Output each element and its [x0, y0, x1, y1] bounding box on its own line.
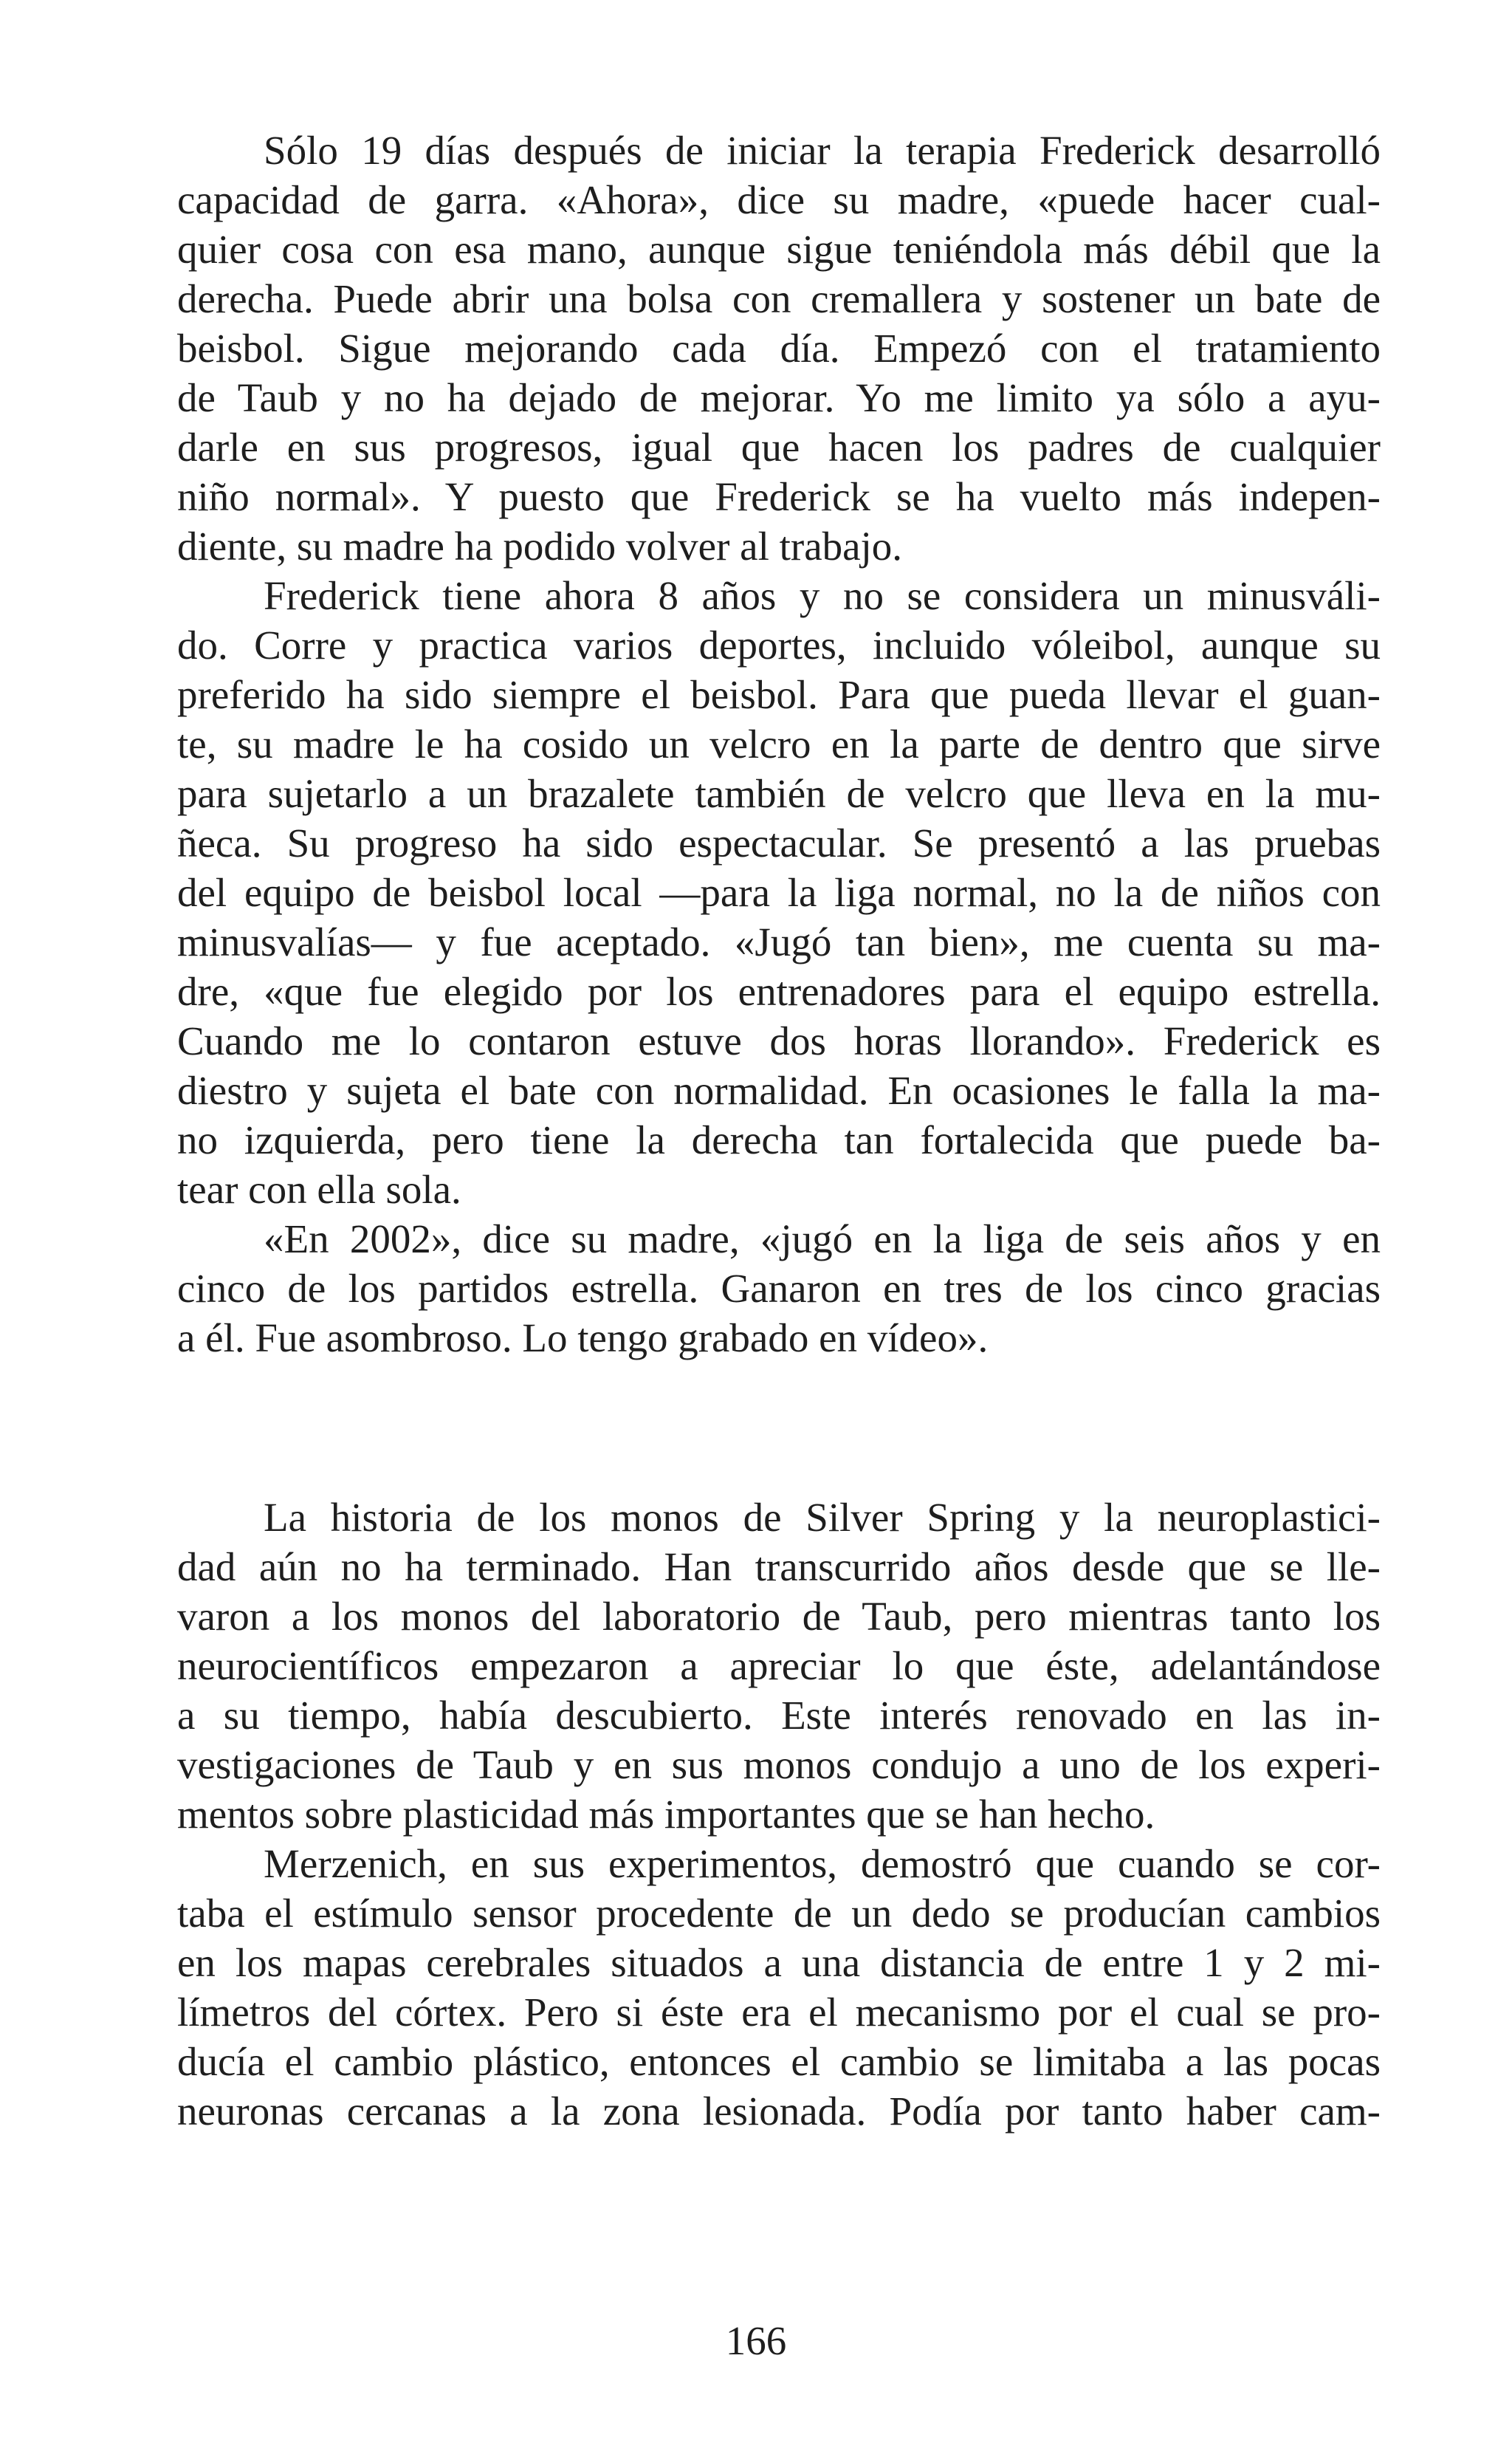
text-line: del equipo de beisbol local —para la liga normal, no la de niños con — [177, 870, 1381, 915]
text-line: «En 2002», dice su madre, «jugó en la liga de seis años y en — [264, 1216, 1381, 1261]
text-line: de Taub y no ha dejado de mejorar. Yo me limito ya sólo a ayu- — [177, 375, 1381, 420]
text-line: mentos sobre plasticidad más importantes que se han hecho. — [177, 1792, 1155, 1837]
text-line: Sólo 19 días después de iniciar la terapia Frederick desarrolló — [264, 128, 1381, 173]
text-line: La historia de los monos de Silver Spring y la neuroplastici- — [264, 1495, 1381, 1540]
text-line: diente, su madre ha podido volver al trabajo. — [177, 524, 903, 569]
text-line: ñeca. Su progreso ha sido espectacular. Se presentó a las pruebas — [177, 820, 1381, 866]
text-line: vestigaciones de Taub y en sus monos condujo a uno de los experi- — [177, 1742, 1381, 1787]
text-line: neurocientíficos empezaron a apreciar lo que éste, adelantándose — [177, 1643, 1381, 1688]
text-line: diestro y sujeta el bate con normalidad. En ocasiones le falla la ma- — [177, 1068, 1381, 1113]
text-line: Merzenich, en sus experimentos, demostró que cuando se cor- — [264, 1841, 1381, 1886]
text-line: no izquierda, pero tiene la derecha tan fortalecida que puede ba- — [177, 1117, 1381, 1162]
text-line: te, su madre le ha cosido un velcro en la parte de dentro que sirve — [177, 722, 1381, 767]
text-line: beisbol. Sigue mejorando cada día. Empezó con el tratamiento — [177, 326, 1381, 371]
text-line: darle en sus progresos, igual que hacen los padres de cualquier — [177, 425, 1381, 470]
text-line: Frederick tiene ahora 8 años y no se considera un minusváli- — [264, 573, 1381, 618]
text-line: do. Corre y practica varios deportes, incluido vóleibol, aunque su — [177, 623, 1381, 668]
text-line: dre, «que fue elegido por los entrenadores para el equipo estrella. — [177, 969, 1381, 1014]
text-line: cinco de los partidos estrella. Ganaron en tres de los cinco gracias — [177, 1266, 1381, 1311]
text-line: derecha. Puede abrir una bolsa con cremallera y sostener un bate de — [177, 276, 1381, 321]
text-line: preferido ha sido siempre el beisbol. Para que pueda llevar el guan- — [177, 672, 1381, 717]
text-line: dad aún no ha terminado. Han transcurrido años desde que se lle- — [177, 1544, 1381, 1589]
text-line: a su tiempo, había descubierto. Este interés renovado en las in- — [177, 1693, 1381, 1738]
text-line: varon a los monos del laboratorio de Taub, pero mientras tanto los — [177, 1594, 1381, 1639]
text-line: en los mapas cerebrales situados a una distancia de entre 1 y 2 mi- — [177, 1940, 1381, 1985]
text-line: niño normal». Y puesto que Frederick se ha vuelto más indepen- — [177, 474, 1381, 519]
text-line: ducía el cambio plástico, entonces el cambio se limitaba a las pocas — [177, 2039, 1381, 2084]
text-line: neuronas cercanas a la zona lesionada. Podía por tanto haber cam- — [177, 2088, 1381, 2134]
text-line: quier cosa con esa mano, aunque sigue teniéndola más débil que la — [177, 227, 1381, 272]
text-line: a él. Fue asombroso. Lo tengo grabado en vídeo». — [177, 1315, 989, 1360]
page-number: 166 — [725, 2318, 787, 2363]
text-line: capacidad de garra. «Ahora», dice su madre, «puede hacer cual- — [177, 177, 1381, 222]
text-line: minusvalías— y fue aceptado. «Jugó tan bien», me cuenta su ma- — [177, 919, 1381, 964]
text-line: tear con ella sola. — [177, 1167, 461, 1212]
text-line: Cuando me lo contaron estuve dos horas llorando». Frederick es — [177, 1018, 1381, 1063]
text-line: para sujetarlo a un brazalete también de velcro que lleva en la mu- — [177, 771, 1381, 816]
text-line: taba el estímulo sensor procedente de un dedo se producían cambios — [177, 1891, 1381, 1936]
text-line: límetros del córtex. Pero si éste era el mecanismo por el cual se pro- — [177, 1990, 1381, 2035]
